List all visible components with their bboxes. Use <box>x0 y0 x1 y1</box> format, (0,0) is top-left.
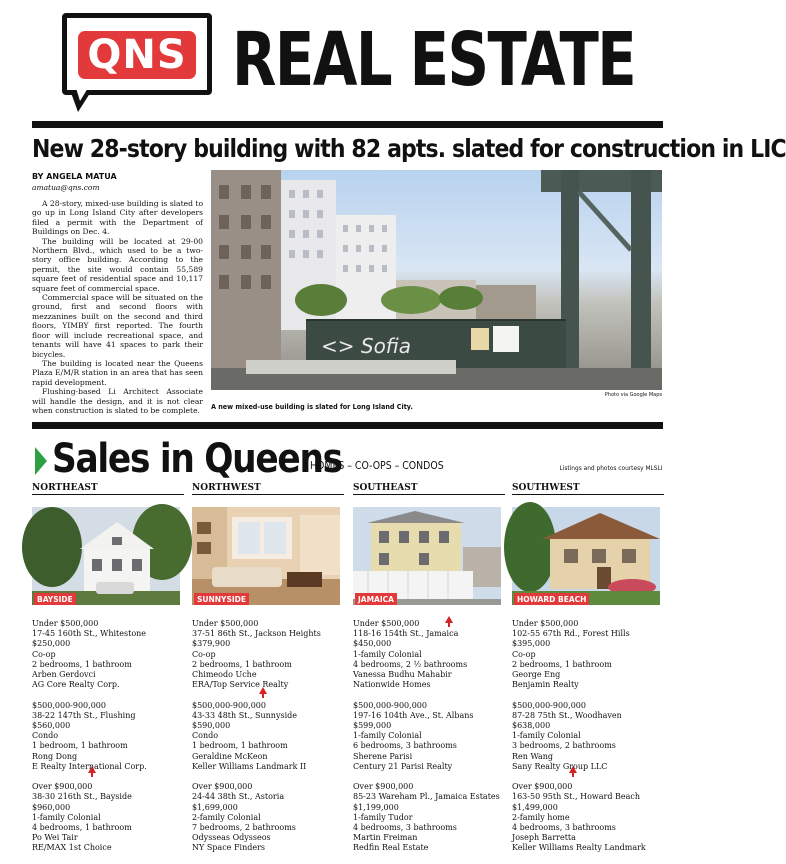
featured-arrow-icon <box>259 687 267 694</box>
listing-price: $395,000 <box>512 639 551 649</box>
listing-address: 197-16 104th Ave., St. Albans <box>353 710 474 720</box>
listing-photo <box>192 507 340 605</box>
listing-rooms: 4 bedrooms, 2 ½ bathrooms <box>353 659 468 669</box>
region-northwest <box>192 478 344 864</box>
listing-price: $379,900 <box>192 639 231 649</box>
neighborhood-tag: BAYSIDE <box>34 593 76 605</box>
listing-broker: Nationwide Homes <box>353 680 431 690</box>
sales-title: Sales in Queens <box>52 436 342 482</box>
region-heading: NORTHEAST <box>32 478 184 495</box>
listing-rooms: 4 bedrooms, 3 bathrooms <box>353 823 457 833</box>
listing-address: 43-33 48th St., Sunnyside <box>192 710 297 720</box>
listing-address: 24-44 38th St., Astoria <box>192 792 285 802</box>
listing-rooms: 4 bedrooms, 1 bathroom <box>32 823 132 833</box>
listing-item <box>353 701 505 772</box>
listing-agent: Martin Freiman <box>353 833 418 843</box>
listing-item <box>192 782 344 853</box>
listing-agent: Arben Gerdovci <box>32 670 96 680</box>
article-body <box>32 199 203 415</box>
price-range: $500,000-900,000 <box>353 700 427 710</box>
listing-item <box>353 619 505 690</box>
listing-agent: Odysseas Odysseos <box>192 833 271 843</box>
featured-arrow-icon <box>88 766 96 773</box>
listing-agent: Vanessa Budhu Mahabir <box>353 670 452 680</box>
listing-price: $638,000 <box>512 721 551 731</box>
listing-type: 2-family Colonial <box>192 812 261 822</box>
region-heading: SOUTHEAST <box>353 478 505 495</box>
article-headline: New 28-story building with 82 apts. slated for construction in LIC <box>32 134 786 163</box>
listing-address: 85-23 Wareham Pl., Jamaica Estates <box>353 792 500 802</box>
listing-type: Condo <box>32 731 59 741</box>
listing-rooms: 3 bedrooms, 2 bathrooms <box>512 741 616 751</box>
listing-group <box>353 619 505 854</box>
listing-price: $1,199,000 <box>353 802 399 812</box>
listing-broker: NY Space Finders <box>192 843 265 853</box>
region-heading: NORTHWEST <box>192 478 344 495</box>
listing-price: $560,000 <box>32 721 71 731</box>
price-range: Under $500,000 <box>192 619 259 628</box>
listing-rooms: 6 bedrooms, 3 bathrooms <box>353 741 457 751</box>
listing-broker: Sany Realty Group LLC <box>512 761 608 771</box>
listing-group <box>32 619 184 854</box>
article-photo <box>211 170 662 390</box>
neighborhood-tag: HOWARD BEACH <box>514 593 589 605</box>
listing-item <box>192 701 344 772</box>
article-byline: BY ANGELA MATUA <box>32 172 117 181</box>
listing-price: $1,499,000 <box>512 802 558 812</box>
section-title: REAL ESTATE <box>232 17 636 103</box>
listing-item <box>32 619 184 690</box>
region-southwest <box>512 478 664 864</box>
listing-rooms: 1 bedroom, 1 bathroom <box>32 741 128 751</box>
listing-type: 1-family Tudor <box>353 812 413 822</box>
listing-broker: AG Core Realty Corp. <box>32 680 120 690</box>
house-photo-illustration <box>32 507 180 605</box>
region-northeast <box>32 478 184 864</box>
listing-type: 1-family Colonial <box>353 731 422 741</box>
listing-rooms: 2 bedrooms, 1 bathroom <box>32 659 132 669</box>
featured-arrow-icon <box>569 766 577 773</box>
listing-type: Co-op <box>32 649 56 659</box>
listing-type: 1-family Colonial <box>353 649 422 659</box>
living-room-photo-illustration <box>192 507 340 605</box>
play-arrow-icon <box>35 447 47 475</box>
listing-item <box>32 701 184 772</box>
listing-address: 163-50 95th St., Howard Beach <box>512 792 641 802</box>
listing-agent: Joseph Barretta <box>512 833 576 843</box>
price-range: Under $500,000 <box>353 619 420 628</box>
listing-group <box>192 619 344 854</box>
listing-type: 1-family Colonial <box>512 731 581 741</box>
listing-agent: Geraldine McKeon <box>192 751 268 761</box>
sales-credit: Listings and photos courtesy MLSLI <box>558 464 662 472</box>
listing-address: 118-16 154th St., Jamaica <box>353 629 459 639</box>
region-southeast <box>353 478 505 864</box>
region-heading: SOUTHWEST <box>512 478 664 495</box>
listing-broker: Keller Williams Landmark II <box>192 761 307 771</box>
listing-broker: ERA/Top Service Realty <box>192 680 289 690</box>
graffiti-text: <> Sofia <box>321 334 411 358</box>
listing-price: $1,699,000 <box>192 802 238 812</box>
listing-address: 38-22 147th St., Flushing <box>32 710 136 720</box>
listing-item <box>192 619 344 690</box>
listing-type: Co-op <box>512 649 536 659</box>
listing-broker: E Realty International Corp. <box>32 761 147 771</box>
listing-price: $250,000 <box>32 639 71 649</box>
featured-arrow-icon <box>445 616 453 623</box>
article-paragraph: Commercial space will be situated on the ground, first and second floors with mezzanines built on the second and third floors, YIMBY first reported. The fourth floor will include recreational space, and tenants will have 41 spaces to park their bicycles. <box>32 293 203 359</box>
listing-rooms: 2 bedrooms, 1 bathroom <box>192 659 292 669</box>
price-range: $500,000-900,000 <box>512 700 586 710</box>
neighborhood-tag: SUNNYSIDE <box>194 593 249 605</box>
price-range: Over $900,000 <box>512 782 573 792</box>
listing-price: $960,000 <box>32 802 71 812</box>
listing-broker: RE/MAX 1st Choice <box>32 843 112 853</box>
qns-logo: QNS <box>78 31 196 79</box>
listing-rooms: 4 bedrooms, 3 bathrooms <box>512 823 616 833</box>
listing-photo <box>32 507 180 605</box>
article-paragraph: The building will be located at 29-00 Northern Blvd., which used to be a two-story office building. According to the permit, the site would contain 55,589 square feet of residential space and 10,117 square feet of commercial space. <box>32 236 203 293</box>
listing-item <box>32 782 184 853</box>
listing-type: Condo <box>192 731 219 741</box>
price-range: Over $900,000 <box>32 782 93 792</box>
listing-rooms: 2 bedrooms, 1 bathroom <box>512 659 612 669</box>
price-range: $500,000-900,000 <box>32 700 106 710</box>
listing-address: 102-55 67th Rd., Forest Hills <box>512 629 630 639</box>
listing-price: $599,000 <box>353 721 392 731</box>
listing-item <box>512 701 664 772</box>
street-scene-illustration <box>211 170 662 390</box>
listing-photo <box>512 507 660 605</box>
listing-broker: Redfin Real Estate <box>353 843 429 853</box>
listing-agent: Chimeodo Uche <box>192 670 257 680</box>
listing-agent: Po Wei Tair <box>32 833 78 843</box>
author-email[interactable]: amatua@qns.com <box>32 183 100 192</box>
listing-type: 2-family home <box>512 812 570 822</box>
listing-agent: Ren Wang <box>512 751 554 761</box>
listing-price: $590,000 <box>192 721 231 731</box>
article-paragraph: Flushing-based Li Architect Associate will handle the design, and it is not clear when construction is slated to be complete. <box>32 387 203 415</box>
house-photo-illustration <box>353 507 501 605</box>
section-rule <box>32 422 663 429</box>
listing-agent: Rong Dong <box>32 751 78 761</box>
listing-item <box>512 782 664 853</box>
listing-address: 17-45 160th St., Whitestone <box>32 629 147 639</box>
photo-caption: A new mixed-use building is slated for Long Island City. <box>211 403 413 411</box>
listing-type: 1-family Colonial <box>32 812 101 822</box>
listing-item <box>512 619 664 690</box>
listing-address: 87-28 75th St., Woodhaven <box>512 710 622 720</box>
listing-photo <box>353 507 501 605</box>
photo-credit: Photo via Google Maps <box>604 392 662 398</box>
listing-agent: George Eng <box>512 670 561 680</box>
price-range: Under $500,000 <box>32 619 99 628</box>
listing-price: $450,000 <box>353 639 392 649</box>
listing-broker: Century 21 Parisi Realty <box>353 761 453 771</box>
sales-subtitle: HOMES – CO-OPS – CONDOS <box>310 459 444 472</box>
listing-address: 38-30 216th St., Bayside <box>32 792 132 802</box>
listing-agent: Sherene Parisi <box>353 751 413 761</box>
listing-type: Co-op <box>192 649 216 659</box>
house-photo-illustration <box>512 507 660 605</box>
article-paragraph: A 28-story, mixed-use building is slated to go up in Long Island City after developers filed a permit with the Department of Buildings on Dec. 4. <box>32 199 204 237</box>
listing-rooms: 7 bedrooms, 2 bathrooms <box>192 823 296 833</box>
neighborhood-tag: JAMAICA <box>355 593 397 605</box>
price-range: Under $500,000 <box>512 619 579 628</box>
listing-item <box>353 782 505 853</box>
price-range: Over $900,000 <box>353 782 414 792</box>
article-paragraph: The building is located near the Queens Plaza E/M/R station in an area that has seen rapid development. <box>32 358 204 387</box>
listing-rooms: 1 bedroom, 1 bathroom <box>192 741 288 751</box>
masthead-rule <box>32 121 663 128</box>
listing-address: 37-51 86th St., Jackson Heights <box>192 629 321 639</box>
listing-broker: Keller Williams Realty Landmark <box>512 843 646 853</box>
price-range: $500,000-900,000 <box>192 700 266 710</box>
listing-broker: Benjamin Realty <box>512 680 579 690</box>
price-range: Over $900,000 <box>192 782 253 792</box>
listing-group <box>512 619 664 854</box>
